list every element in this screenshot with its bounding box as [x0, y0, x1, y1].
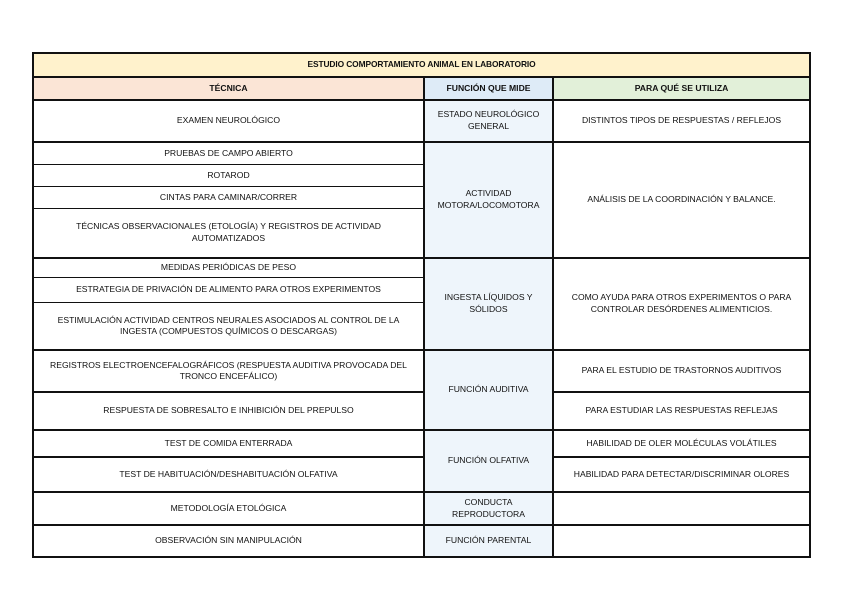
use-cell — [553, 525, 810, 557]
use-cell: DISTINTOS TIPOS DE RESPUESTAS / REFLEJOS — [553, 100, 810, 142]
technique-cell: ROTAROD — [33, 165, 424, 186]
technique-cell: TÉCNICAS OBSERVACIONALES (ETOLOGÍA) Y REGISTROS DE ACTIVIDAD AUTOMATIZADOS — [33, 209, 424, 258]
technique-cell: PRUEBAS DE CAMPO ABIERTO — [33, 142, 424, 165]
use-cell: PARA EL ESTUDIO DE TRASTORNOS AUDITIVOS — [553, 350, 810, 392]
table-row — [33, 142, 810, 165]
technique-cell: ESTRATEGIA DE PRIVACIÓN DE ALIMENTO PARA OTROS EXPERIMENTOS — [33, 278, 424, 302]
technique-cell: TEST DE COMIDA ENTERRADA — [33, 430, 424, 457]
use-cell: ANÁLISIS DE LA COORDINACIÓN Y BALANCE. — [553, 142, 810, 258]
function-cell: ACTIVIDAD MOTORA/LOCOMOTORA — [424, 142, 553, 258]
technique-cell: TEST DE HABITUACIÓN/DESHABITUACIÓN OLFATIVA — [33, 457, 424, 492]
function-cell: CONDUCTA REPRODUCTORA — [424, 492, 553, 526]
use-cell: HABILIDAD DE OLER MOLÉCULAS VOLÁTILES — [553, 430, 810, 457]
header-funcion: FUNCIÓN QUE MIDE — [424, 77, 553, 99]
table-row — [33, 100, 810, 142]
function-cell: INGESTA LÍQUIDOS Y SÓLIDOS — [424, 258, 553, 351]
table-row — [33, 525, 810, 557]
technique-cell: REGISTROS ELECTROENCEFALOGRÁFICOS (RESPUESTA AUDITIVA PROVOCADA DEL TRONCO ENCEFÁLICO) — [33, 350, 424, 392]
header-tecnica: TÉCNICA — [33, 77, 424, 99]
behavior-study-table — [32, 52, 811, 558]
technique-cell: METODOLOGÍA ETOLÓGICA — [33, 492, 424, 526]
table-row — [33, 457, 810, 492]
function-cell: ESTADO NEUROLÓGICO GENERAL — [424, 100, 553, 142]
use-cell: COMO AYUDA PARA OTROS EXPERIMENTOS O PARA CONTROLAR DESÓRDENES ALIMENTICIOS. — [553, 258, 810, 351]
function-cell: FUNCIÓN AUDITIVA — [424, 350, 553, 429]
use-cell: PARA ESTUDIAR LAS RESPUESTAS REFLEJAS — [553, 392, 810, 430]
technique-cell: OBSERVACIÓN SIN MANIPULACIÓN — [33, 525, 424, 557]
use-cell: HABILIDAD PARA DETECTAR/DISCRIMINAR OLORES — [553, 457, 810, 492]
technique-cell: CINTAS PARA CAMINAR/CORRER — [33, 186, 424, 208]
technique-cell: EXAMEN NEUROLÓGICO — [33, 100, 424, 142]
table-row — [33, 430, 810, 457]
header-uso: PARA QUÉ SE UTILIZA — [553, 77, 810, 99]
technique-cell: RESPUESTA DE SOBRESALTO E INHIBICIÓN DEL PREPULSO — [33, 392, 424, 430]
function-cell: FUNCIÓN OLFATIVA — [424, 430, 553, 492]
table-row — [33, 492, 810, 526]
function-cell: FUNCIÓN PARENTAL — [424, 525, 553, 557]
table-row — [33, 258, 810, 278]
table-row — [33, 350, 810, 392]
technique-cell: ESTIMULACIÓN ACTIVIDAD CENTROS NEURALES ASOCIADOS AL CONTROL DE LA INGESTA (COMPUESTOS QUÍMICOS O DESCARGAS) — [33, 302, 424, 350]
use-cell — [553, 492, 810, 526]
table-row — [33, 392, 810, 430]
technique-cell: MEDIDAS PERIÓDICAS DE PESO — [33, 258, 424, 278]
table-title: ESTUDIO COMPORTAMIENTO ANIMAL EN LABORATORIO — [33, 53, 810, 77]
